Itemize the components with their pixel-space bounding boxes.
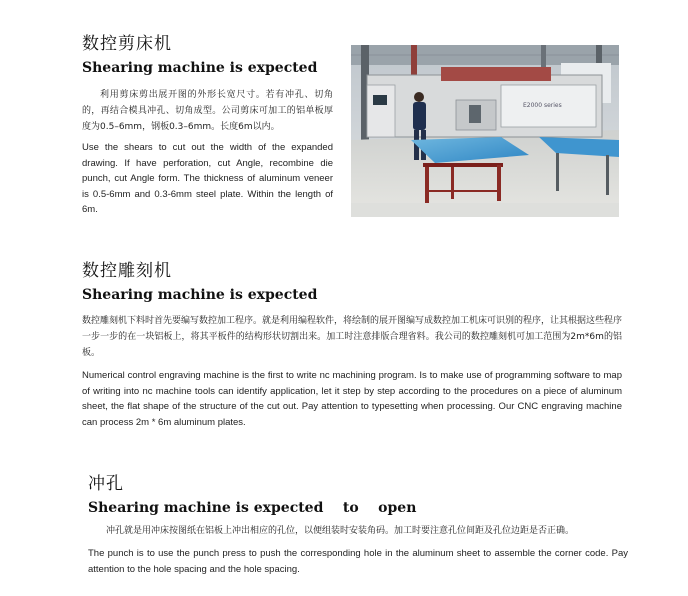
section1-en-body: Use the shears to cut out the width of the expanded drawing. If have perforation, cut Angle, recombine die punch, cut Angle form. The thickness of aluminum veneer is 0.5-6mm and 0.3-6mm steel plate. Within the length of 6m. <box>82 142 333 215</box>
section3-en-body: The punch is to use the punch press to push the corresponding hole in the aluminum sheet to assemble the corner code. Pay attention to the hole spacing and the hole spacing. <box>88 548 628 575</box>
section3-cn-body: 冲孔就是用冲床按图纸在铝板上冲出相应的孔位，以便组装时安装角码。加工时要注意孔位间距及孔位边距是否正确。 <box>106 526 575 536</box>
section1-cn-title: 数控剪床机 <box>82 34 172 54</box>
factory-machine-photo <box>351 45 619 217</box>
section2-cn-title: 数控雕刻机 <box>82 261 172 281</box>
section2-en-body: Numerical control engraving machine is the first to write nc machining program. Is to make use of programming software to map of writing into nc machine tools can identify application, let it step by step according to the procedures on a piece of aluminum sheet, the flat shape of the structure of the cut out. Pay attention to typesetting when processing. Our CNC engraving machine can process 2m * 6m aluminum plates. <box>82 370 622 428</box>
section3-en-title: Shearing machine is expected to open <box>88 500 417 516</box>
section2-cn-body: 数控雕刻机下料时首先要编写数控加工程序。就是利用编程软件，将绘制的展开图编写成数控加工机床可识别的程序，让其根据这些程序一步一步的在一块铝板上，将其平板件的结构形状切割出来。加工时注意排版合理省料。我公司的数控雕刻机可加工范围为2m*6m的铝板。 <box>82 316 623 358</box>
machine-label: E2000 series <box>523 102 562 109</box>
section3-cn-title: 冲孔 <box>88 474 124 494</box>
section1-cn-body: 利用剪床剪出展开图的外形长宽尺寸。若有冲孔、切角的，再结合模具冲孔、切角成型。公司剪床可加工的铝单板厚度为0.5–6mm，钢板0.3–6mm。长度6m以内。 <box>82 90 333 132</box>
section1-en-title: Shearing machine is expected <box>82 60 318 76</box>
section2-en-title: Shearing machine is expected <box>82 287 318 303</box>
